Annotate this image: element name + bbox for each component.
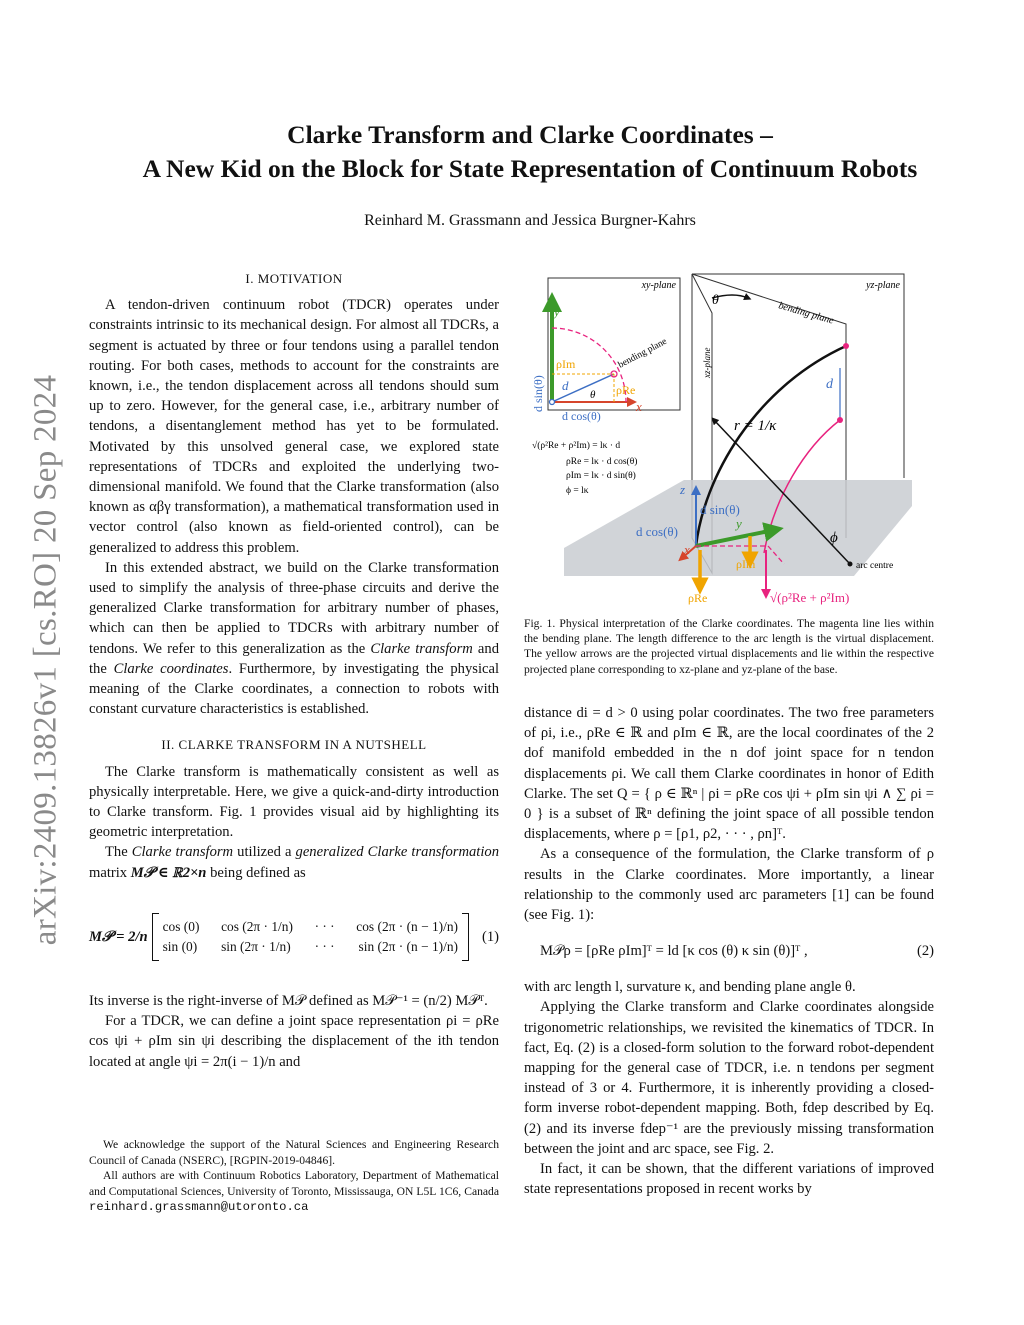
arc-centre-point — [848, 562, 853, 567]
d-sin-label-left: d sin(θ) — [531, 375, 545, 412]
section-2-paragraph-3: Its inverse is the right-inverse of M𝒫 defined as M𝒫⁻¹ = (n/2) M𝒫ᵀ. — [89, 992, 488, 1009]
arc-centre-label: arc centre — [856, 561, 894, 571]
equation-1 — [89, 889, 499, 985]
d-cos-label: d cos(θ) — [636, 524, 678, 539]
d-label-left: d — [562, 378, 569, 393]
y-axis-base-label: y — [736, 516, 742, 531]
title-line-1: Clarke Transform and Clarke Coordinates – — [287, 120, 773, 149]
section-1-heading: I. MOTIVATION — [245, 271, 343, 286]
right-paragraph-2: As a consequence of the formulation, the Clarke transform of ρ results in the Clarke coordinates. More importantly, a linear relationship to the commonly used arc parameters [1] can be found (see Fig. 1): — [524, 846, 934, 924]
d-sin-label: d sin(θ) — [700, 502, 740, 517]
section-2-paragraph-2: The Clarke transform utilized a generalized Clarke transformation matrix M𝒫 ∈ ℝ2×n being defined as — [89, 844, 499, 881]
right-column — [524, 703, 934, 1199]
bending-plane-label: bending plane — [777, 300, 835, 327]
matrix-row-1: cos (0) cos (2π · 1/n) · · · cos (2π · (n − 1)/n) — [162, 918, 458, 934]
footnote — [89, 1137, 499, 1216]
d-label: d — [826, 377, 833, 392]
right-paragraph-3: with arc length l, survature κ, and bending plane angle θ. — [524, 979, 856, 996]
rho-im-label-left: ρIm — [556, 357, 576, 371]
rho-im-label: ρIm — [736, 557, 756, 571]
section-1-paragraph-2: In this extended abstract, we build on the Clarke transformation used to simplify the analysis of three-phase circuits and derive the generalized Clarke transformation for arbitrary number of phases, which can then be applied to TDCRs with arbitrary number of tendons. We refer to this generalization as the Clarke transform and the Clarke coordinates. Furthermore, by investigating the physical meaning of the Clarke coordinates, a connection to robots with constant curvature characteristics is established. — [89, 559, 500, 718]
right-paragraph-1: distance di = d > 0 using polar coordinates. The two free parameters of ρi, i.e., ρRe ∈ ℝ and ρIm ∈ ℝ, are the local coordinates of the 2 dof manifold embedded in the n dof joint space for n tendon displacements ρi. We call them Clarke coordinates in honor of Edith Clarke. The set Q = { ρ ∈ ℝⁿ | ρi = ρRe cos ψi + ρIm sin ψi ∧ ∑ ρi = 0 } is a subset of ℝⁿ defining the joint space of all possible tendon displacements, where ρ = [ρ1, ρ2, · · · , ρn]ᵀ. — [524, 705, 934, 843]
z-axis-label: z — [680, 482, 686, 497]
d-cos-label-left: d cos(θ) — [562, 409, 601, 423]
xz-plane-label: xz-plane — [702, 347, 712, 378]
matrix-row-2: sin (0) sin (2π · 1/n) · · · sin (2π · (n − 1)/n) — [162, 938, 458, 954]
figure-eq-d: ϕ = lκ — [566, 486, 589, 496]
theta-label: θ — [712, 293, 719, 308]
equation-1-number: (1) — [481, 928, 499, 945]
xy-plane-label: xy-plane — [641, 280, 676, 291]
bending-plane-label-left: bending plane — [616, 336, 669, 371]
arc-end-point — [843, 343, 849, 349]
tendon-end-point — [837, 417, 843, 423]
section-2-paragraph-4: For a TDCR, we can define a joint space representation ρi = ρRe cos ψi + ρIm sin ψi describing the displacement of the ith tendon located at angle ψi = 2π(i − 1)/n and — [89, 1013, 499, 1070]
figure-eq-c: ρIm = lκ · d sin(θ) — [566, 471, 636, 481]
theta-label-left: θ — [590, 389, 596, 401]
figure-eq-b: ρRe = lκ · d cos(θ) — [566, 457, 638, 467]
equation-2-body: M𝒫ρ = [ρRe ρIm]ᵀ = ld [κ cos (θ) κ sin (θ)]ᵀ , — [540, 943, 808, 960]
section-2-heading: II. CLARKE TRANSFORM IN A NUTSHELL — [161, 737, 427, 753]
figure-eq-a: √(ρ²Re + ρ²Im) = lκ · d — [532, 441, 621, 451]
rho-norm-label: √(ρ²Re + ρ²Im) — [770, 590, 850, 605]
left-column — [89, 266, 499, 1072]
figure-1-diagram — [524, 268, 934, 613]
author-email[interactable]: reinhard.grassmann@utoronto.ca — [89, 1200, 309, 1215]
right-paragraph-5: In fact, it can be shown, that the different variations of improved state representations proposed in recent works by — [524, 1161, 934, 1198]
right-paragraph-4: Applying the Clarke transform and Clarke coordinates alongside trigonometric relationships, we revisited the kinematics of TDCR. In fact, Eq. (2) is a closed-form solution to the forward robot-dependent mapping for the general case of TDCR, i.e. n tendons per segment instead of 3 or 4. Furthermore, it is inherently providing a closed-form inverse robot-dependent mapping. Both, fdep described by Eq. (2) and its inverse fdep⁻¹ are the previously missing transformation between the joint and arc space, see Fig. 2. — [524, 999, 934, 1157]
yz-plane-label: yz-plane — [866, 280, 900, 291]
title-line-2: A New Kid on the Block for State Representation of Continuum Robots — [142, 154, 918, 183]
equation-1-matrix — [152, 913, 469, 961]
figure-1-caption: Fig. 1. Physical interpretation of the Clarke coordinates. The magenta line lies within the bending plane. The length difference to the arc length is the virtual displacement. The yellow arrows are the projected virtual displacements and lie within the respective projected plane corresponding to xz-plane and yz-plane of the base. — [524, 617, 934, 676]
equation-2 — [524, 933, 934, 969]
radius-label: r = 1/κ — [734, 418, 777, 434]
figure-1 — [524, 268, 934, 613]
section-2-paragraph-1: The Clarke transform is mathematically consistent as well as physically interpretable. Here, we give a quick-and-dirty introduction to Clarke transform. Fig. 1 provides visual aid by highlighting its geometric interpretation. — [89, 763, 499, 841]
phi-label: ϕ — [830, 530, 838, 546]
y-axis-label: y — [554, 304, 560, 319]
equation-1-lhs: M𝒫 = 2/n — [89, 928, 148, 945]
paper-title — [80, 118, 980, 186]
rho-re-label-left: ρRe — [616, 383, 636, 397]
authors: Reinhard M. Grassmann and Jessica Burgner-Kahrs — [364, 212, 696, 229]
rho-re-label: ρRe — [688, 591, 708, 605]
section-1-paragraph-1: A tendon-driven continuum robot (TDCR) operates under constraints intrinsic to its mechanical design. For almost all TDCRs, a segment is actuated by three or four tendons using a parallel tendon routing. For both cases, methods to account for the constraints are known, i.e., the tendon displacement across all tendons should sum up to zero. However, for the general case, i.e., arbitrary number of tendons, a disentanglement method has yet to be formulated. Motivated by this unsolved general case, we explored state representations of TDCRs and exploited the underlying two-dimensional manifold. We found that the Clarke transformation (also known as αβγ transformation), a mathematical transformation used in vector control (also known as field-oriented control), can be generalized to address this problem. — [89, 297, 499, 556]
footnote-ack: We acknowledge the support of the Natural Sciences and Engineering Research Council of Canada (NSERC), [RGPIN-2019-04846]. — [89, 1138, 499, 1167]
footnote-affiliation: All authors are with Continuum Robotics Laboratory, Department of Mathematical and Computational Sciences, University of Toronto, Mississauga, ON L5L 1C6, Canada reinhard.grassmann@utoronto.ca — [89, 1169, 499, 1215]
equation-2-number: (2) — [916, 943, 934, 960]
origin-point — [550, 400, 555, 405]
arxiv-stamp: arXiv:2409.13826v1 [cs.RO] 20 Sep 2024 — [27, 374, 64, 946]
x-axis-label: x — [636, 399, 642, 414]
x-axis-base-label: x — [684, 542, 690, 557]
